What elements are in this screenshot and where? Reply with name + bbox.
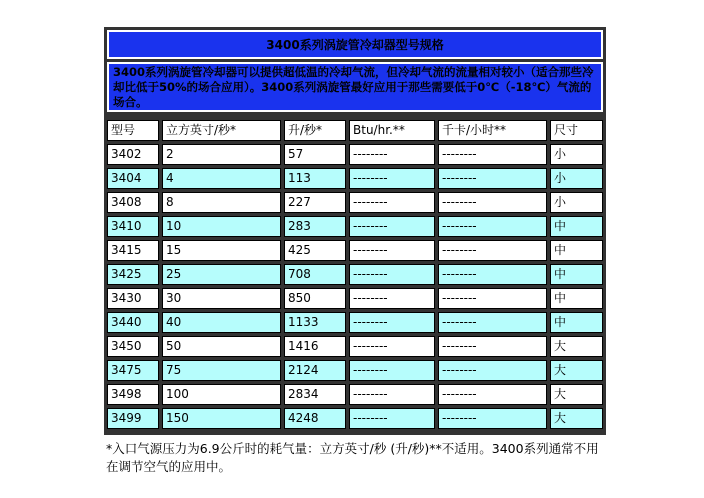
cell-cubic-inch-per-sec: 10	[162, 216, 281, 237]
cell-size: 大	[550, 408, 603, 429]
cell-btu-per-hr: --------	[349, 336, 435, 357]
table-description: 3400系列涡旋管冷却器可以提供超低温的冷却气流，但冷却气流的流量相对较小（适合那些冷却比低于50%的场合应用）。3400系列涡旋管最好应用于那些需要低于0℃（-18℃）气流的场合。	[107, 62, 603, 112]
cell-liter-per-sec: 850	[284, 288, 346, 309]
cell-kcal-per-hr: --------	[438, 144, 547, 165]
cell-size: 大	[550, 336, 603, 357]
cell-model: 3430	[107, 288, 159, 309]
cell-btu-per-hr: --------	[349, 408, 435, 429]
cell-kcal-per-hr: --------	[438, 264, 547, 285]
cell-size: 中	[550, 312, 603, 333]
header-cubic-inch-per-sec: 立方英寸/秒*	[162, 120, 281, 141]
cell-btu-per-hr: --------	[349, 288, 435, 309]
cell-kcal-per-hr: --------	[438, 240, 547, 261]
cell-size: 中	[550, 216, 603, 237]
cell-liter-per-sec: 1416	[284, 336, 346, 357]
cell-btu-per-hr: --------	[349, 216, 435, 237]
header-btu-per-hr: Btu/hr.**	[349, 120, 435, 141]
cell-model: 3410	[107, 216, 159, 237]
cell-liter-per-sec: 2834	[284, 384, 346, 405]
cell-btu-per-hr: --------	[349, 240, 435, 261]
cell-model: 3499	[107, 408, 159, 429]
cell-kcal-per-hr: --------	[438, 192, 547, 213]
cell-cubic-inch-per-sec: 75	[162, 360, 281, 381]
cell-cubic-inch-per-sec: 40	[162, 312, 281, 333]
footnote: *入口气源压力为6.9公斤时的耗气量：立方英寸/秒 (升/秒)**不适用。3400系列通常不用在调节空气的应用中。	[106, 441, 599, 474]
cell-model: 3415	[107, 240, 159, 261]
cell-model: 3408	[107, 192, 159, 213]
cell-liter-per-sec: 283	[284, 216, 346, 237]
spec-table	[104, 27, 606, 435]
cell-cubic-inch-per-sec: 2	[162, 144, 281, 165]
cell-kcal-per-hr: --------	[438, 216, 547, 237]
cell-size: 中	[550, 288, 603, 309]
cell-kcal-per-hr: --------	[438, 288, 547, 309]
cell-kcal-per-hr: --------	[438, 168, 547, 189]
cell-size: 大	[550, 384, 603, 405]
cell-size: 小	[550, 192, 603, 213]
cell-model: 3425	[107, 264, 159, 285]
cell-model: 3475	[107, 360, 159, 381]
cell-btu-per-hr: --------	[349, 192, 435, 213]
cell-cubic-inch-per-sec: 25	[162, 264, 281, 285]
header-liter-per-sec: 升/秒*	[284, 120, 346, 141]
cell-kcal-per-hr: --------	[438, 408, 547, 429]
cell-model: 3450	[107, 336, 159, 357]
cell-btu-per-hr: --------	[349, 144, 435, 165]
cell-size: 小	[550, 144, 603, 165]
cell-model: 3402	[107, 144, 159, 165]
header-size: 尺寸	[550, 120, 603, 141]
cell-btu-per-hr: --------	[349, 264, 435, 285]
cell-liter-per-sec: 57	[284, 144, 346, 165]
cell-model: 3404	[107, 168, 159, 189]
cell-size: 中	[550, 240, 603, 261]
cell-liter-per-sec: 1133	[284, 312, 346, 333]
table-title: 3400系列涡旋管冷却器型号规格	[107, 30, 603, 59]
cell-btu-per-hr: --------	[349, 360, 435, 381]
cell-cubic-inch-per-sec: 8	[162, 192, 281, 213]
cell-btu-per-hr: --------	[349, 384, 435, 405]
cell-model: 3440	[107, 312, 159, 333]
cell-cubic-inch-per-sec: 100	[162, 384, 281, 405]
cell-size: 中	[550, 264, 603, 285]
cell-liter-per-sec: 2124	[284, 360, 346, 381]
cell-cubic-inch-per-sec: 15	[162, 240, 281, 261]
cell-cubic-inch-per-sec: 50	[162, 336, 281, 357]
cell-liter-per-sec: 113	[284, 168, 346, 189]
cell-kcal-per-hr: --------	[438, 336, 547, 357]
cell-kcal-per-hr: --------	[438, 384, 547, 405]
cell-liter-per-sec: 227	[284, 192, 346, 213]
cell-model: 3498	[107, 384, 159, 405]
header-model: 型号	[107, 120, 159, 141]
cell-btu-per-hr: --------	[349, 168, 435, 189]
cell-btu-per-hr: --------	[349, 312, 435, 333]
cell-liter-per-sec: 708	[284, 264, 346, 285]
cell-liter-per-sec: 4248	[284, 408, 346, 429]
cell-kcal-per-hr: --------	[438, 312, 547, 333]
cell-liter-per-sec: 425	[284, 240, 346, 261]
cell-cubic-inch-per-sec: 4	[162, 168, 281, 189]
cell-cubic-inch-per-sec: 150	[162, 408, 281, 429]
cell-kcal-per-hr: --------	[438, 360, 547, 381]
header-kcal-per-hr: 千卡/小时**	[438, 120, 547, 141]
cell-cubic-inch-per-sec: 30	[162, 288, 281, 309]
cell-size: 大	[550, 360, 603, 381]
cell-size: 小	[550, 168, 603, 189]
